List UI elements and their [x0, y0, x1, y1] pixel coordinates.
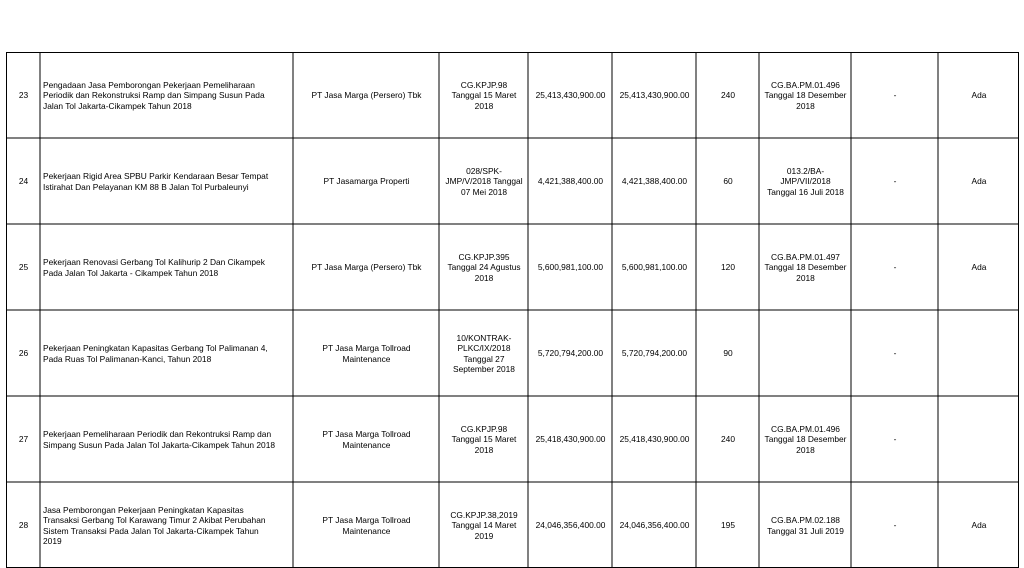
cell-row-number: [7, 225, 40, 310]
row-number-text: 25: [18, 262, 29, 273]
cell-handover-document: [760, 139, 851, 224]
remarks-text: -: [893, 262, 897, 273]
realized-value-text: 4,421,388,400.00: [621, 176, 688, 187]
cell-contract-number: [440, 225, 528, 310]
realized-value-text: 25,413,430,900.00: [619, 90, 690, 101]
contract-value-text: 4,421,388,400.00: [537, 176, 604, 187]
cell-remarks: [852, 139, 938, 224]
cell-evidence-status: [939, 483, 1019, 568]
cell-evidence-status: [939, 139, 1019, 224]
cell-evidence-status: [939, 397, 1019, 482]
company-name-text: PT Jasamarga Properti: [323, 176, 410, 187]
cell-realized-value: [613, 397, 696, 482]
duration-days-text: 240: [721, 434, 735, 445]
cell-work-description: [41, 139, 293, 224]
cell-contract-number: [440, 139, 528, 224]
handover-document-text: CG.BA.PM.02.188 Tanggal 31 Juli 2019: [767, 515, 844, 536]
cell-realized-value: [613, 53, 696, 138]
evidence-status-text: Ada: [971, 520, 987, 531]
duration-days-text: 240: [721, 90, 735, 101]
company-name-text: PT Jasa Marga Tollroad Maintenance: [322, 343, 411, 364]
cell-contract-value: [529, 53, 612, 138]
company-name-text: PT Jasa Marga (Persero) Tbk: [311, 90, 422, 101]
cell-remarks: [852, 225, 938, 310]
contract-number-text: CG.KPJP.98 Tanggal 15 Maret 2018: [451, 79, 517, 111]
cell-handover-document: [760, 397, 851, 482]
cell-contract-number: [440, 53, 528, 138]
cell-row-number: [7, 53, 40, 138]
contract-value-text: 25,418,430,900.00: [535, 434, 606, 445]
duration-days-text: 120: [721, 262, 735, 273]
cell-row-number: [7, 483, 40, 568]
cell-handover-document: [760, 311, 851, 396]
cell-duration-days: [697, 397, 759, 482]
company-name-text: PT Jasa Marga Tollroad Maintenance: [322, 429, 411, 450]
cell-contract-value: [529, 311, 612, 396]
contract-value-text: 25,413,430,900.00: [535, 90, 606, 101]
cell-work-description: [41, 225, 293, 310]
work-description-text: Pekerjaan Renovasi Gerbang Tol Kalihurip 2 Dan Cikampek Pada Jalan Tol Jakarta - Cikampek Tahun 2018: [43, 257, 265, 278]
duration-days-text: 195: [721, 520, 735, 531]
contract-value-text: 5,600,981,100.00: [537, 262, 604, 273]
work-description-text: Pengadaan Jasa Pemborongan Pekerjaan Pemeliharaan Periodik dan Rekonstruksi Ramp dan Simpang Susun Pada Jalan Tol Jakarta-Cikampek Tahun 2018: [43, 79, 265, 111]
cell-remarks: [852, 483, 938, 568]
cell-company-name: [294, 225, 439, 310]
cell-contract-number: [440, 483, 528, 568]
cell-contract-value: [529, 397, 612, 482]
cell-company-name: [294, 483, 439, 568]
cell-work-description: [41, 53, 293, 138]
cell-handover-document: [760, 53, 851, 138]
handover-document-text: CG.BA.PM.01.497 Tanggal 18 Desember 2018: [764, 251, 847, 283]
contract-table: [6, 52, 1019, 568]
contract-number-text: 028/SPK- JMP/V/2018 Tanggal 07 Mei 2018: [445, 165, 523, 197]
contract-number-text: CG.KPJP.98 Tanggal 15 Maret 2018: [451, 423, 517, 455]
realized-value-text: 5,600,981,100.00: [621, 262, 688, 273]
work-description-text: Pekerjaan Peningkatan Kapasitas Gerbang Tol Palimanan 4, Pada Ruas Tol Palimanan-Kanci, Tahun 2018: [43, 343, 268, 364]
cell-work-description: [41, 311, 293, 396]
remarks-text: -: [893, 176, 897, 187]
duration-days-text: 60: [723, 176, 733, 187]
cell-company-name: [294, 311, 439, 396]
cell-realized-value: [613, 483, 696, 568]
cell-handover-document: [760, 225, 851, 310]
row-number-text: 26: [18, 348, 29, 359]
remarks-text: -: [893, 520, 897, 531]
cell-contract-number: [440, 311, 528, 396]
realized-value-text: 25,418,430,900.00: [619, 434, 690, 445]
evidence-status-text: Ada: [971, 90, 987, 101]
work-description-text: Jasa Pemborongan Pekerjaan Peningkatan Kapasitas Transaksi Gerbang Tol Karawang Timur 2 Akibat Perubahan Sistem Transaksi Pada Jalan Tol Jakarta-Cikampek Tahun 2019: [43, 504, 266, 546]
contract-value-text: 24,046,356,400.00: [535, 520, 606, 531]
realized-value-text: 5,720,794,200.00: [621, 348, 688, 359]
cell-evidence-status: [939, 225, 1019, 310]
company-name-text: PT Jasa Marga Tollroad Maintenance: [322, 515, 411, 536]
handover-document-text: 013.2/BA-JMP/VII/2018 Tanggal 16 Juli 2018: [767, 165, 844, 197]
evidence-status-text: Ada: [971, 262, 987, 273]
row-number-text: 24: [18, 176, 29, 187]
cell-remarks: [852, 311, 938, 396]
cell-evidence-status: [939, 53, 1019, 138]
cell-remarks: [852, 53, 938, 138]
company-name-text: PT Jasa Marga (Persero) Tbk: [311, 262, 422, 273]
contract-number-text: CG.KPJP.38,2019 Tanggal 14 Maret 2019: [450, 509, 518, 541]
cell-work-description: [41, 483, 293, 568]
remarks-text: -: [893, 90, 897, 101]
cell-realized-value: [613, 139, 696, 224]
cell-duration-days: [697, 53, 759, 138]
cell-company-name: [294, 53, 439, 138]
cell-contract-value: [529, 225, 612, 310]
cell-company-name: [294, 139, 439, 224]
cell-realized-value: [613, 225, 696, 310]
cell-row-number: [7, 139, 40, 224]
contract-value-text: 5,720,794,200.00: [537, 348, 604, 359]
cell-handover-document: [760, 483, 851, 568]
cell-contract-value: [529, 139, 612, 224]
duration-days-text: 90: [723, 348, 733, 359]
cell-row-number: [7, 397, 40, 482]
cell-duration-days: [697, 311, 759, 396]
evidence-status-text: Ada: [971, 176, 987, 187]
cell-remarks: [852, 397, 938, 482]
work-description-text: Pekerjaan Pemeliharaan Periodik dan Rekontruksi Ramp dan Simpang Susun Pada Jalan Tol Jakarta-Cikampek Tahun 2018: [43, 429, 276, 450]
cell-row-number: [7, 311, 40, 396]
row-number-text: 27: [18, 434, 29, 445]
row-number-text: 28: [18, 520, 29, 531]
cell-evidence-status: [939, 311, 1019, 396]
row-number-text: 23: [18, 90, 29, 101]
cell-duration-days: [697, 139, 759, 224]
handover-document-text: CG.BA.PM.01.496 Tanggal 18 Desember 2018: [764, 79, 847, 111]
cell-company-name: [294, 397, 439, 482]
cell-realized-value: [613, 311, 696, 396]
work-description-text: Pekerjaan Rigid Area SPBU Parkir Kendaraan Besar Tempat Istirahat Dan Pelayanan KM 88 B Jalan Tol Purbaleunyi: [43, 171, 269, 192]
handover-document-text: CG.BA.PM.01.496 Tanggal 18 Desember 2018: [764, 423, 847, 455]
cell-duration-days: [697, 225, 759, 310]
cell-work-description: [41, 397, 293, 482]
remarks-text: -: [893, 348, 897, 359]
realized-value-text: 24,046,356,400.00: [619, 520, 690, 531]
remarks-text: -: [893, 434, 897, 445]
cell-contract-value: [529, 483, 612, 568]
cell-contract-number: [440, 397, 528, 482]
contract-number-text: CG.KPJP.395 Tanggal 24 Agustus 2018: [447, 251, 521, 283]
contract-number-text: 10/KONTRAK- PLKC/IX/2018 Tanggal 27 September 2018: [453, 332, 515, 374]
cell-duration-days: [697, 483, 759, 568]
